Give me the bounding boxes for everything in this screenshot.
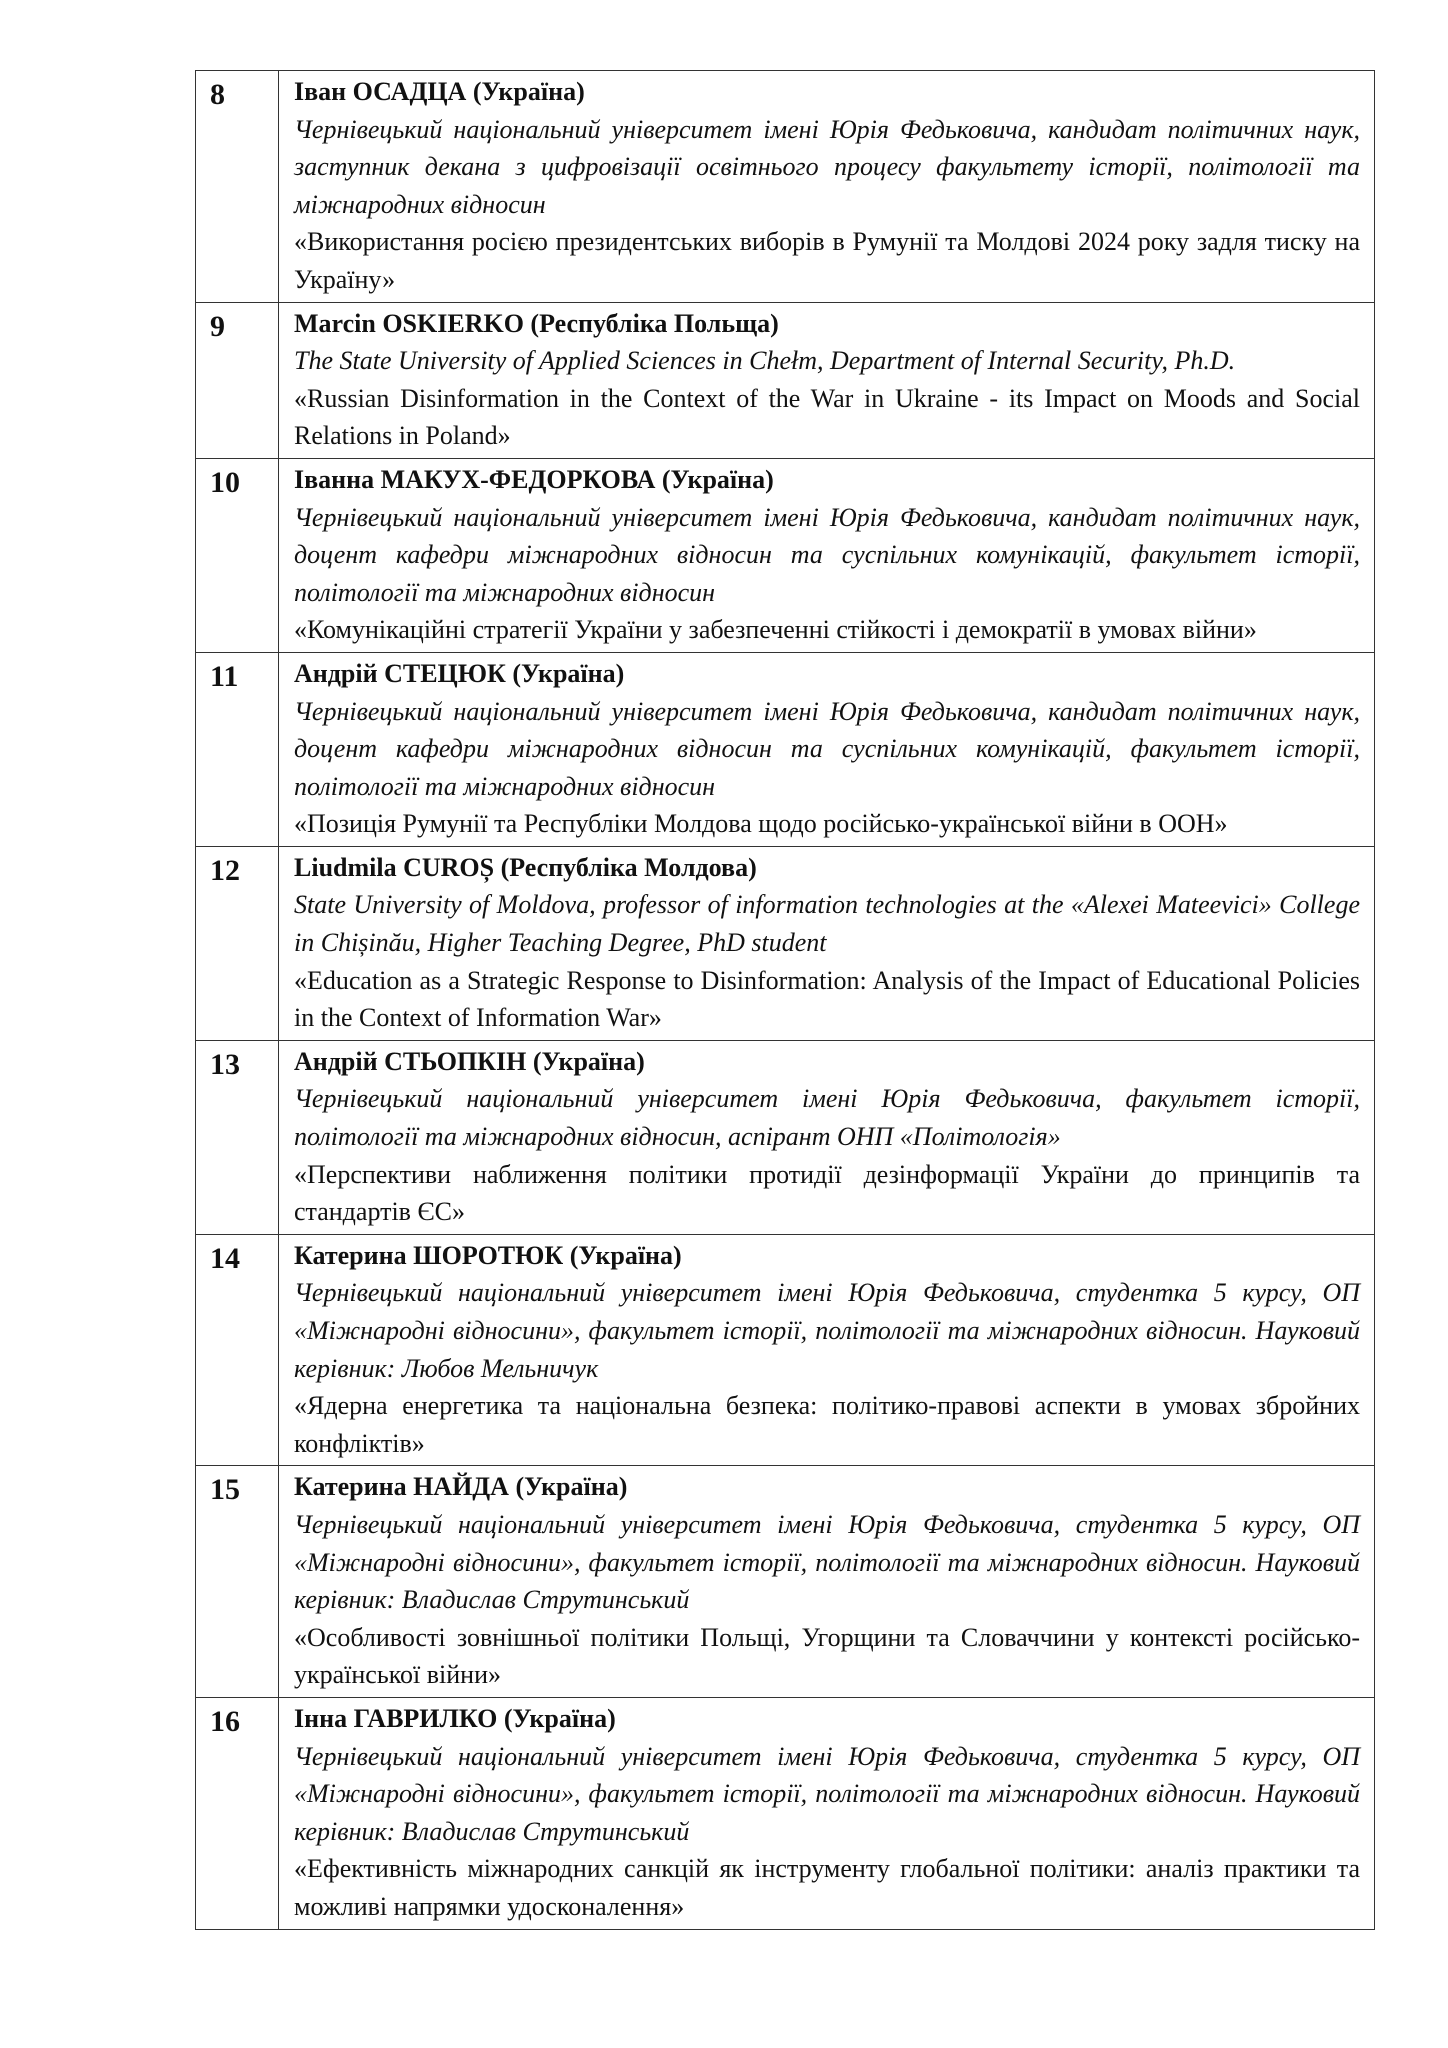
entry-number: 15 — [196, 1466, 279, 1698]
speaker-affiliation: Чернівецький національний університет імені Юрія Федьковича, факультет історії, політології та міжнародних відносин, аспірант ОНП «Політологія» — [294, 1084, 1360, 1152]
entry-number: 12 — [196, 846, 279, 1040]
speaker-affiliation: Чернівецький національний університет імені Юрія Федьковича, кандидат політичних наук, доцент кафедри міжнародних відносин та суспільних комунікацій, факультет історії, політології та міжнародних відносин — [294, 502, 1360, 607]
speaker-affiliation: Чернівецький національний університет імені Юрія Федьковича, студентка 5 курсу, ОП «Міжнародні відносини», факультет історії, політології та міжнародних відносин. Науковий керівник: Владислав Струтинський — [294, 1509, 1360, 1615]
entry-content — [279, 652, 1375, 846]
entry-content — [279, 846, 1375, 1040]
program-table-body — [196, 71, 1375, 1930]
program-table — [195, 70, 1375, 1930]
talk-title: «Позиція Румунії та Республіки Молдова щодо російсько-української війни в ООН» — [294, 809, 1228, 839]
entry-content — [279, 302, 1375, 458]
speaker-name: Андрій СТЕЦЮК (Україна) — [294, 658, 625, 688]
talk-title: «Перспективи наближення політики протидії дезінформації України до принципів та стандартів ЄС» — [294, 1159, 1360, 1227]
speaker-name: Іван ОСАДЦА (Україна) — [294, 77, 585, 106]
speaker-name: Андрій СТЬОПКІН (Україна) — [294, 1046, 645, 1076]
table-row — [196, 846, 1375, 1040]
speaker-name: Marcin OSKIERKO (Республіка Польща) — [294, 308, 779, 338]
entry-number: 8 — [196, 71, 279, 303]
table-row — [196, 458, 1375, 652]
speaker-name: Іванна МАКУХ-ФЕДОРКОВА (Україна) — [294, 464, 774, 494]
talk-title: «Комунікаційні стратегії України у забезпеченні стійкості і демократії в умовах війни» — [294, 615, 1257, 645]
speaker-name: Катерина НАЙДА (Україна) — [294, 1472, 628, 1502]
talk-title: «Education as a Strategic Response to Disinformation: Analysis of the Impact of Educational Policies in the Context of Information War» — [294, 965, 1360, 1033]
talk-title: «Використання росією президентських виборів в Румунії та Молдові 2024 року задля тиску на Україну» — [294, 227, 1360, 294]
entry-number: 16 — [196, 1697, 279, 1929]
entry-number: 10 — [196, 458, 279, 652]
speaker-affiliation: State University of Moldova, professor of information technologies at the «Alexei Mateevici» College in Chișinău, Higher Teaching Degree, PhD student — [294, 890, 1360, 958]
entry-content — [279, 458, 1375, 652]
table-row — [196, 302, 1375, 458]
speaker-affiliation: Чернівецький національний університет імені Юрія Федьковича, кандидат політичних наук, заступник декана з цифровізації освітнього процесу факультету історії, політології та міжнародних відносин — [294, 114, 1360, 219]
speaker-affiliation: Чернівецький національний університет імені Юрія Федьковича, кандидат політичних наук, доцент кафедри міжнародних відносин та суспільних комунікацій, факультет історії, політології та міжнародних відносин — [294, 696, 1360, 801]
entry-content — [279, 1697, 1375, 1929]
entry-number: 11 — [196, 652, 279, 846]
entry-number: 13 — [196, 1040, 279, 1234]
talk-title: «Ефективність міжнародних санкцій як інструменту глобальної політики: аналіз практики та можливі напрямки удосконалення» — [294, 1854, 1360, 1921]
talk-title: «Russian Disinformation in the Context of the War in Ukraine - its Impact on Moods and Social Relations in Poland» — [294, 383, 1360, 451]
entry-content — [279, 71, 1375, 303]
speaker-name: Катерина ШОРОТЮК (Україна) — [294, 1240, 682, 1270]
table-row — [196, 71, 1375, 303]
talk-title: «Особливості зовнішньої політики Польщі, Угорщини та Словаччини у контексті російсько-української війни» — [294, 1622, 1360, 1690]
entry-content — [279, 1040, 1375, 1234]
talk-title: «Ядерна енергетика та національна безпека: політико-правові аспекти в умовах збройних конфліктів» — [294, 1391, 1360, 1458]
speaker-name: Liudmila CUROȘ (Республіка Молдова) — [294, 852, 757, 882]
entry-content — [279, 1466, 1375, 1698]
table-row — [196, 1234, 1375, 1466]
speaker-affiliation: Чернівецький національний університет імені Юрія Федьковича, студентка 5 курсу, ОП «Міжнародні відносини», факультет історії, політології та міжнародних відносин. Науковий керівник: Любов Мельничук — [294, 1278, 1360, 1383]
table-row — [196, 1040, 1375, 1234]
speaker-name: Інна ГАВРИЛКО (Україна) — [294, 1703, 616, 1733]
speaker-affiliation: The State University of Applied Sciences in Chełm, Department of Internal Security, Ph.D. — [294, 346, 1236, 376]
entry-number: 14 — [196, 1234, 279, 1466]
table-row — [196, 652, 1375, 846]
entry-content — [279, 1234, 1375, 1466]
table-row — [196, 1697, 1375, 1929]
entry-number: 9 — [196, 302, 279, 458]
speaker-affiliation: Чернівецький національний університет імені Юрія Федьковича, студентка 5 курсу, ОП «Міжнародні відносини», факультет історії, політології та міжнародних відносин. Науковий керівник: Владислав Струтинський — [294, 1741, 1360, 1846]
table-row — [196, 1466, 1375, 1698]
